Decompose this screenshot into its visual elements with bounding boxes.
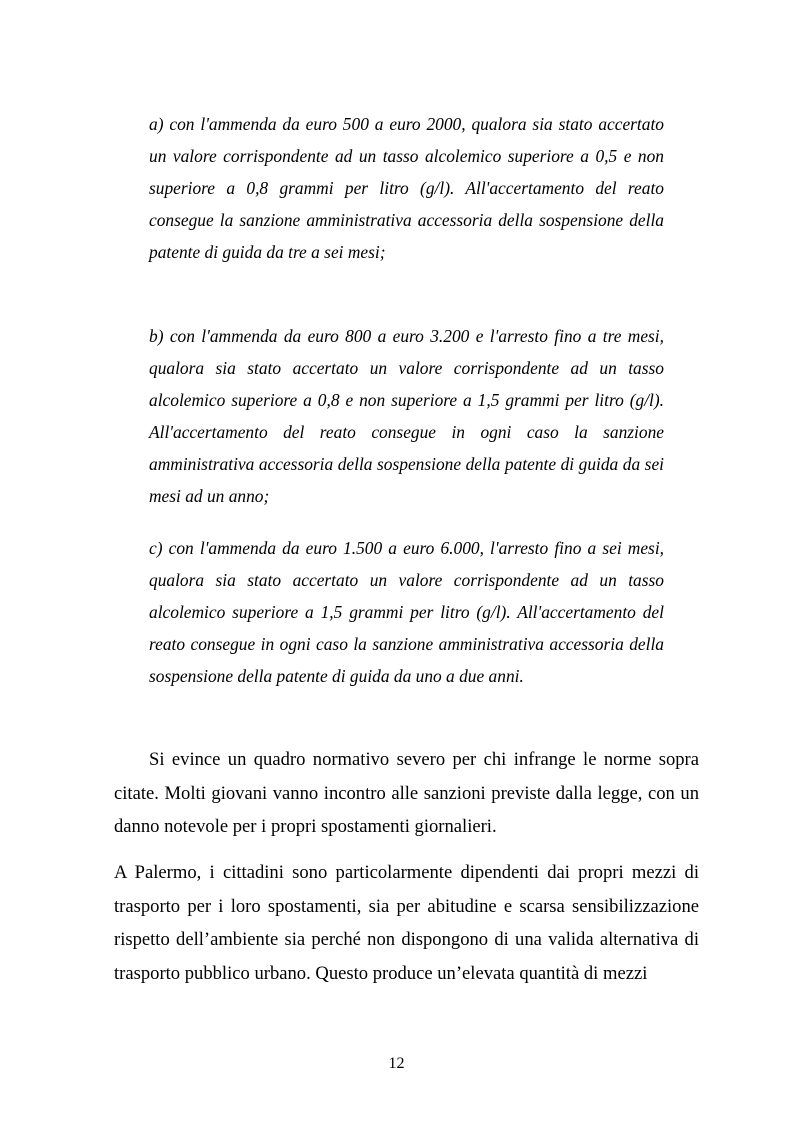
body-paragraph-2: A Palermo, i cittadini sono particolarmente dipendenti dai propri mezzi di trasporto per i loro spostamenti, sia per abitudine e scarsa sensibilizzazione rispetto dell’ambiente sia perché non dispongono di una valida alternativa di trasporto pubblico urbano. Questo produce un’elevata quantità di mezzi (114, 862, 699, 984)
body-paragraph-1: Si evince un quadro normativo severo per chi infrange le norme sopra citate. Molti giovani vanno incontro alle sanzioni previste dalla legge, con un danno notevole per i propri spostamenti giornalieri. (114, 749, 699, 837)
legal-item-b: b) con l'ammenda da euro 800 a euro 3.200 e l'arresto fino a tre mesi, qualora sia stato accertato un valore corrispondente ad un tasso alcolemico superiore a 0,8 e non superiore a 1,5 grammi per litro (g/l). All'accertamento del reato consegue in ogni caso la sanzione amministrativa accessoria della sospensione della patente di guida da sei mesi ad un anno; (149, 326, 664, 506)
legal-item-c: c) con l'ammenda da euro 1.500 a euro 6.000, l'arresto fino a sei mesi, qualora sia stato accertato un valore corrispondente ad un tasso alcolemico superiore a 1,5 grammi per litro (g/l). All'accertamento del reato consegue in ogni caso la sanzione amministrativa accessoria della sospensione della patente di guida da uno a due anni. (149, 538, 664, 686)
page-number: 12 (388, 1055, 405, 1072)
legal-item-a: a) con l'ammenda da euro 500 a euro 2000, qualora sia stato accertato un valore corrispondente ad un tasso alcolemico superiore a 0,5 e non superiore a 0,8 grammi per litro (g/l). All'accertamento del reato consegue la sanzione amministrativa accessoria della sospensione della patente di guida da tre a sei mesi; (149, 114, 664, 262)
